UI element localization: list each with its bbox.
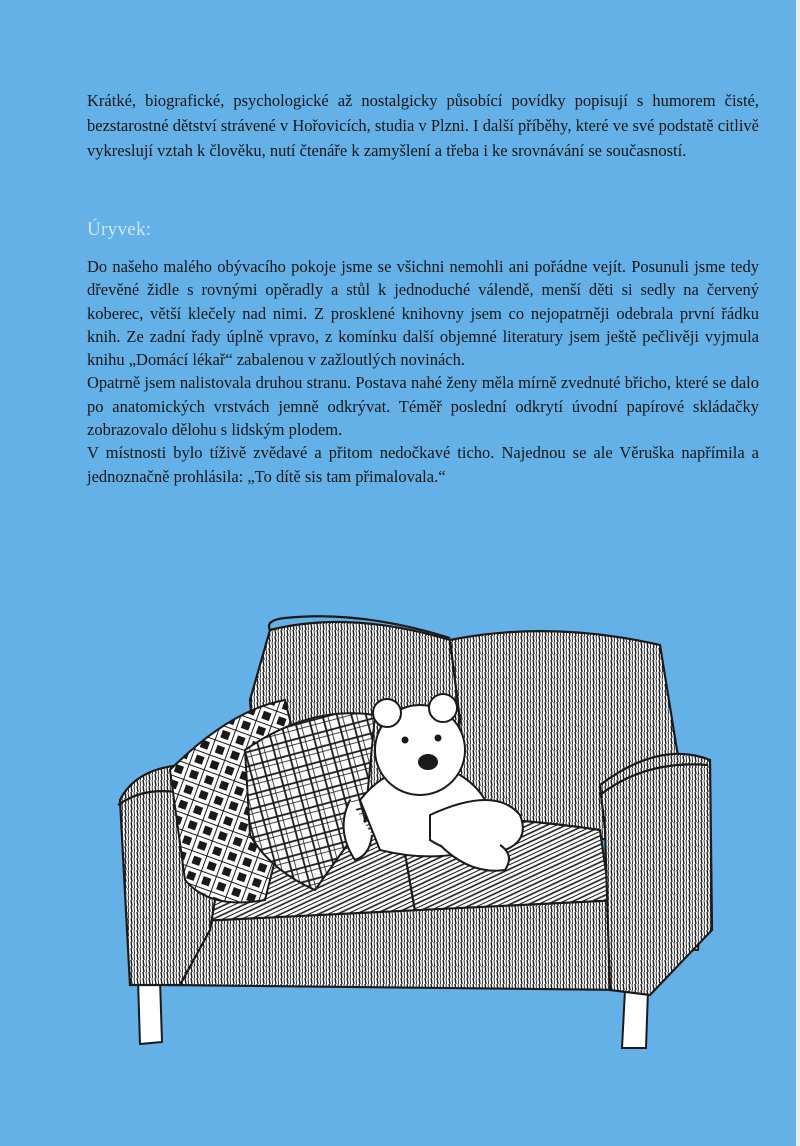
blurb-text: Krátké, biografické, psychologické až nostalgicky působící povídky popisují s humorem čisté, bezstarostné dětství strávené v Hořovicích, studia v Plzni. I další příběhy, které ve své podstatě citlivě vykreslují vztah k člověku, nutí čtenáře k zamyšlení a třeba i ke srovnávání se současností. [87, 91, 759, 160]
excerpt-heading: Úryvek: [87, 219, 152, 240]
sofa-right-arm [600, 754, 712, 995]
sofa-illustration [100, 600, 730, 1060]
excerpt-body [87, 255, 759, 488]
excerpt-paragraph: Do našeho malého obývacího pokoje jsme se všichni nemohli ani pořádne vejít. Posunuli jsme tedy dřevěné židle s rovnými opěradly a stůl k jednoduché válendě, menší děti si sedly na červený koberec, větší klečely nad nimi. Z prosklené knihovny jsem co nejopatrněji odebrala první řádku knih. Ze zadní řady úplně vpravo, z komínku další objemné literatury jsem ještě pečlivěji vyjmula knihu „Domácí lékař“ zabalenou v zažloutlých novinách. [87, 257, 759, 370]
book-blurb [87, 88, 759, 163]
page-edge [796, 0, 800, 1146]
excerpt-paragraph: Opatrně jsem nalistovala druhou stranu. Postava nahé ženy měla mírně zvednuté břicho, které se dalo po anatomických vrstvách jemně odkrývat. Téměř poslední odkrytí úvodní papírové skládačky zobrazovalo dělohu s lidským plodem. [87, 373, 759, 440]
excerpt-paragraph: V místnosti bylo tíživě zvědavé a přitom nedočkavé ticho. Najednou se ale Věruška napřímila a jednoznačně prohlásila: „To dítě sis tam přimalovala.“ [87, 443, 759, 486]
